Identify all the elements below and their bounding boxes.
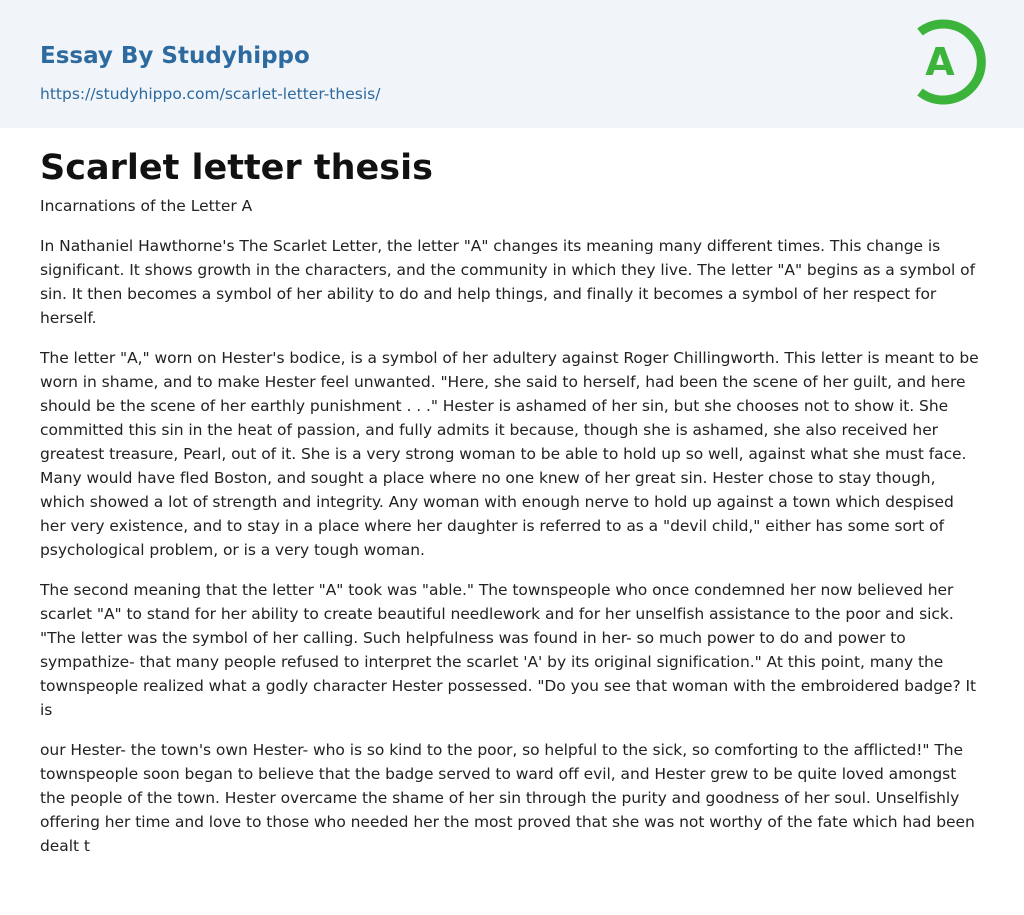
studyhippo-logo-icon: [908, 18, 988, 106]
source-url-link[interactable]: https://studyhippo.com/scarlet-letter-thesis/: [40, 85, 381, 103]
paragraph: The letter "A," worn on Hester's bodice, is a symbol of her adultery against Roger Chillingworth. This letter is meant to be worn in shame, and to make Hester feel unwanted. "Here, she said to herself, had been the scene of her guilt, and here should be the scene of her earthly punishment . . ." Hester is ashamed of her sin, but she chooses not to show it. She committed this sin in the heat of passion, and fully admits it because, though she is ashamed, she also received her greatest treasure, Pearl, out of it. She is a very strong woman to be able to hold up so well, against what she must face. Many would have fled Boston, and sought a place where no one knew of her great sin. Hester chose to stay though, which showed a lot of strength and integrity. Any woman with enough nerve to hold up against a town which despised her very existence, and to stay in a place where her daughter is referred to as a "devil child," either has some sort of psychological problem, or is a very tough woman.: [40, 349, 979, 559]
paragraph: The second meaning that the letter "A" took was "able." The townspeople who once condemned her now believed her scarlet "A" to stand for her ability to create beautiful needlework and for her unselfish assistance to the poor and sick. "The letter was the symbol of her calling. Such helpfulness was found in her- so much power to do and power to sympathize- that many people refused to interpret the scarlet 'A' by its original signification." At this point, many the townspeople realized what a godly character Hester possessed. "Do you see that woman with the embroidered badge? It is: [40, 581, 977, 719]
article-body: [40, 234, 984, 874]
logo-letter: A: [925, 40, 955, 84]
brand-name: Essay By Studyhippo: [40, 43, 310, 69]
article-subtitle: Incarnations of the Letter A: [40, 197, 253, 215]
page-title: Scarlet letter thesis: [40, 148, 433, 188]
paragraph: In Nathaniel Hawthorne's The Scarlet Letter, the letter "A" changes its meaning many different times. This change is significant. It shows growth in the characters, and the community in which they live. The letter "A" begins as a symbol of sin. It then becomes a symbol of her ability to do and help things, and finally it becomes a symbol of her respect for herself.: [40, 237, 975, 327]
paragraph: our Hester- the town's own Hester- who is so kind to the poor, so helpful to the sick, so comforting to the afflicted!" The townspeople soon began to believe that the badge served to ward off evil, and Hester grew to be quite loved amongst the people of the town. Hester overcame the shame of her sin through the purity and goodness of her soul. Unselfishly offering her time and love to those who needed her the most proved that she was not worthy of the fate which had been dealt t: [40, 741, 975, 855]
